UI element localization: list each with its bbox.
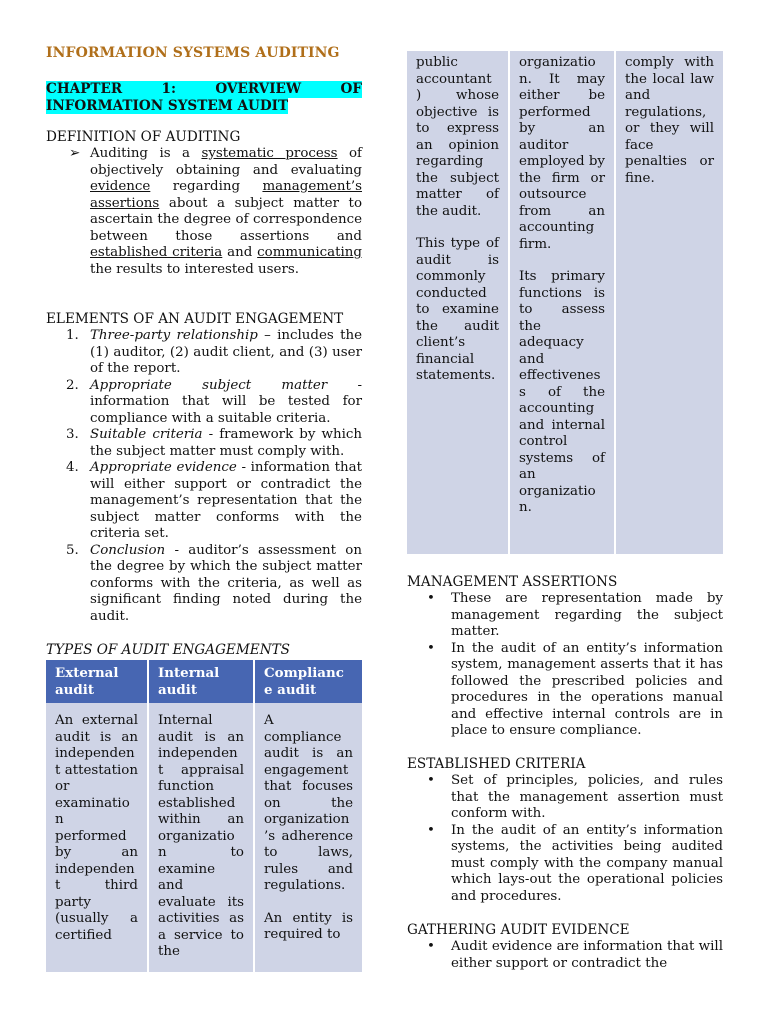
table-cell: An external audit is an independen t attestation or examinatio n performed by an independen t third party (usually a certified <box>46 703 147 972</box>
table-cell: Internal audit is an independen t appraisal function established within an organizatio n to examine and evaluate its activities as a service to the <box>147 703 253 972</box>
list-item: • These are representation made by management regarding the subject matter. <box>427 591 723 639</box>
assertions-list <box>407 591 723 740</box>
list-item: 3. Suitable criteria - framework by which the subject matter must comply with. <box>66 427 363 459</box>
chapter-heading <box>46 81 362 114</box>
evidence-heading: GATHERING AUDIT EVIDENCE <box>407 922 630 938</box>
list-item: 5. Conclusion - auditor’s assessment on the degree by which the subject matter conforms with the criteria, as well as significant finding noted during the audit. <box>66 542 362 624</box>
types-heading: TYPES OF AUDIT ENGAGEMENTS <box>46 642 290 658</box>
table-header: Complianc e audit <box>253 660 362 703</box>
table-cell: public accountant ) whose objective is to express an opinion regarding the subject matter of the audit. This type of audit is commonly conducted to examine the audit client’s financial statements. <box>407 51 508 554</box>
table-header-row <box>46 660 362 703</box>
table-cell: comply with the local law and regulations, or they will face penalties or fine. <box>614 51 723 554</box>
list-item: 2. Appropriate subject matter - information that will be tested for compliance with a suitable criteria. <box>66 377 362 426</box>
bullet-icon: • <box>427 773 435 788</box>
criteria-list <box>407 773 723 905</box>
definition-item: ➢ Auditing is a systematic process of objectively obtaining and evaluating evidence regarding management’s assertions about a subject matter to ascertain the degree of correspondence between those assertions and established criteria and communicating the results to interested users. <box>69 146 362 277</box>
criteria-heading: ESTABLISHED CRITERIA <box>407 756 586 772</box>
audit-types-table <box>46 660 362 972</box>
document-title: INFORMATION SYSTEMS AUDITING <box>46 45 340 61</box>
list-item: • Set of principles, policies, and rules that the management assertion must conform with. <box>427 773 723 821</box>
table-cell: A compliance audit is an engagement that focuses on the organization ’s adherence to laws, rules and regulations. An entity is required to <box>253 703 362 972</box>
bullet-icon: • <box>427 591 435 606</box>
table-row <box>407 51 723 554</box>
table-cell: organizatio n. It may either be performed by an auditor employed by the firm or outsource from an accounting firm. Its primary functions is to assess the adequacy and effectivenes s of the accounting and internal control systems of an organizatio n. <box>508 51 614 554</box>
chapter-heading-line2: INFORMATION SYSTEM AUDIT <box>46 97 289 114</box>
table-row <box>46 703 362 972</box>
list-item: • In the audit of an entity’s information systems, the activities being audited must comply with the company manual which lays-out the operational policies and procedures. <box>427 822 723 904</box>
elements-heading: ELEMENTS OF AN AUDIT ENGAGEMENT <box>46 311 344 327</box>
list-item: 4. Appropriate evidence - information that will either support or contradict the management’s representation that the subject matter conforms with the criteria set. <box>66 460 362 541</box>
elements-list <box>46 328 362 625</box>
chapter-heading-line1: CHAPTER 1: OVERVIEW OF <box>46 81 362 97</box>
definition-heading: DEFINITION OF AUDITING <box>46 129 241 145</box>
list-item: 1. Three-party relationship – includes the (1) auditor, (2) audit client, and (3) user of the report. <box>66 328 363 376</box>
table-header: External audit <box>46 660 147 703</box>
bullet-icon: • <box>427 640 435 656</box>
assertions-heading: MANAGEMENT ASSERTIONS <box>407 574 618 590</box>
list-item: • Audit evidence are information that will either support or contradict the <box>427 939 723 971</box>
bullet-icon: • <box>427 822 435 838</box>
arrow-bullet-icon: ➢ <box>69 146 81 161</box>
list-item: • In the audit of an entity’s information system, management asserts that it has followed the prescribed policies and procedures in the operations manual and effective internal controls are in place to ensure compliance. <box>427 640 723 738</box>
evidence-list <box>407 939 723 972</box>
bullet-icon: • <box>427 939 435 954</box>
table-header: Internal audit <box>147 660 253 703</box>
audit-types-table-continued <box>407 51 723 554</box>
definition-block <box>46 146 362 278</box>
